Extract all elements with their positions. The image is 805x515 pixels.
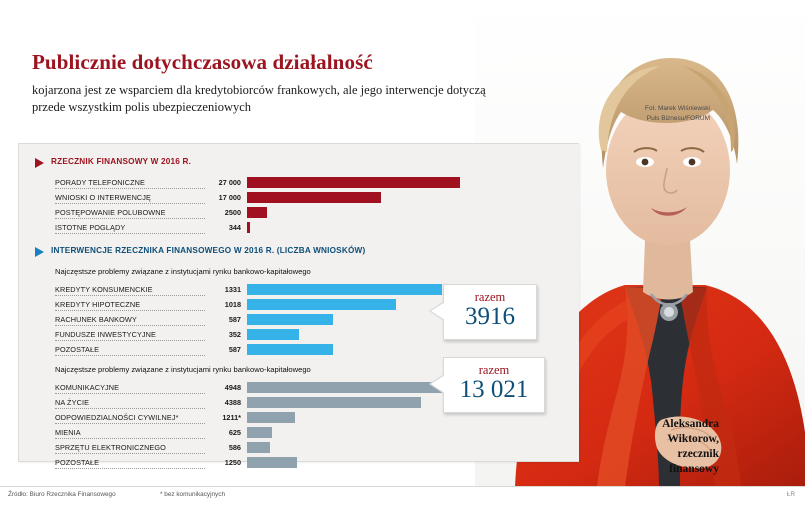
- portrait-name-line2: Wiktorow,: [667, 433, 719, 445]
- bar-value: 586: [228, 443, 241, 452]
- author-initials: ŁR: [786, 491, 795, 498]
- portrait-caption: [662, 417, 719, 477]
- callout-label: razem: [474, 290, 506, 304]
- bar-fill: [247, 329, 299, 340]
- bar-value: 1211*: [222, 413, 241, 422]
- bar-value: 352: [228, 330, 241, 339]
- bar-label: KOMUNIKACYJNE: [55, 383, 120, 392]
- bar-fill: [247, 192, 381, 203]
- page-subtitle: kojarzona jest ze wsparciem dla kredytobiorców frankowych, ale jego interwencje dotyczą przede wszystkim polis ubezpieczeniowych: [32, 83, 486, 114]
- bar-value: 2500: [224, 208, 241, 217]
- bar-label: ISTOTNE POGLĄDY: [55, 223, 126, 232]
- portrait-name-line1: Aleksandra: [662, 418, 719, 430]
- subsection-note-2: Najczęstsze problemy związane z instytucjami rynku bankowo-kapitałowego: [55, 365, 311, 374]
- callout-value: 13 021: [459, 376, 529, 403]
- bar-row: [55, 427, 565, 440]
- bar-fill: [247, 412, 295, 423]
- bar-row: [55, 207, 565, 220]
- bar-fill: [247, 427, 272, 438]
- bar-label: NA ŻYCIE: [55, 398, 90, 407]
- bar-label: POSTĘPOWANIE POLUBOWNE: [55, 208, 166, 217]
- bar-row: [55, 457, 565, 470]
- bar-label: MIENIA: [55, 428, 81, 437]
- bar-value: 27 000: [218, 178, 241, 187]
- bar-label: SPRZĘTU ELEKTRONICZNEGO: [55, 443, 166, 452]
- bar-fill: [247, 207, 267, 218]
- bar-label: KREDYTY KONSUMENCKIE: [55, 285, 153, 294]
- section-title-2: INTERWENCJE RZECZNIKA FINANSOWEGO W 2016 R. (LICZBA WNIOSKÓW): [51, 246, 366, 255]
- bar-fill: [247, 314, 333, 325]
- bar-label: FUNDUSZE INWESTYCYJNE: [55, 330, 157, 339]
- bar-label: KREDYTY HIPOTECZNE: [55, 300, 141, 309]
- bar-value: 1250: [224, 458, 241, 467]
- bar-row: [55, 442, 565, 455]
- bar-label: WNIOSKI O INTERWENCJĘ: [55, 193, 152, 202]
- bar-row: [55, 192, 565, 205]
- callout-total-banking: [443, 284, 537, 340]
- arrow-right-icon: [35, 247, 44, 257]
- bar-fill: [247, 299, 396, 310]
- bar-label: PORADY TELEFONICZNE: [55, 178, 146, 187]
- bar-fill: [247, 382, 443, 393]
- bar-label: POZOSTAŁE: [55, 458, 100, 467]
- bar-fill: [247, 177, 460, 188]
- subsection-note-1: Najczęstsze problemy związane z instytucjami rynku bankowo-kapitałowego: [55, 267, 311, 276]
- bar-value: 344: [228, 223, 241, 232]
- photo-credit-line2: Puls Biznesu/FORUM: [646, 115, 710, 122]
- footnote: * bez komunikacyjnych: [160, 491, 226, 498]
- bar-label: ODPOWIEDZIALNOŚCI CYWILNEJ*: [55, 413, 179, 422]
- callout-label: razem: [478, 363, 510, 377]
- bar-value: 587: [228, 345, 241, 354]
- footer-divider: [0, 486, 805, 487]
- bar-row: [55, 222, 565, 235]
- portrait-name-line4: finansowy: [669, 463, 719, 475]
- photo-credit: [645, 104, 710, 124]
- bar-value: 4388: [224, 398, 241, 407]
- bar-fill: [247, 457, 297, 468]
- bar-row: [55, 412, 565, 425]
- arrow-right-icon: [35, 158, 44, 168]
- bar-value: 17 000: [218, 193, 241, 202]
- callout-tail: [431, 302, 445, 320]
- bar-fill: [247, 397, 421, 408]
- bar-fill: [247, 284, 442, 295]
- bar-label: RACHUNEK BANKOWY: [55, 315, 137, 324]
- bar-fill: [247, 344, 333, 355]
- callout-total-insurance: [443, 357, 545, 413]
- bar-row: [55, 344, 565, 357]
- callout-value: 3916: [465, 303, 515, 330]
- section-title-1: RZECZNIK FINANSOWY W 2016 R.: [51, 157, 192, 166]
- bar-fill: [247, 222, 250, 233]
- bar-value: 587: [228, 315, 241, 324]
- bar-value: 1018: [224, 300, 241, 309]
- photo-credit-line1: Fot. Marek Wiśniewski: [644, 105, 710, 112]
- bar-value: 4948: [224, 383, 241, 392]
- source-note: Źródło: Biuro Rzecznika Finansowego: [8, 491, 116, 498]
- portrait-name-line3: rzecznik: [677, 448, 719, 460]
- bar-fill: [247, 442, 270, 453]
- bar-value: 625: [228, 428, 241, 437]
- page-title: Publicznie dotychczasowa działalność: [32, 50, 373, 74]
- bar-label: POZOSTAŁE: [55, 345, 100, 354]
- callout-tail: [431, 375, 445, 393]
- bar-row: [55, 177, 565, 190]
- bar-value: 1331: [224, 285, 241, 294]
